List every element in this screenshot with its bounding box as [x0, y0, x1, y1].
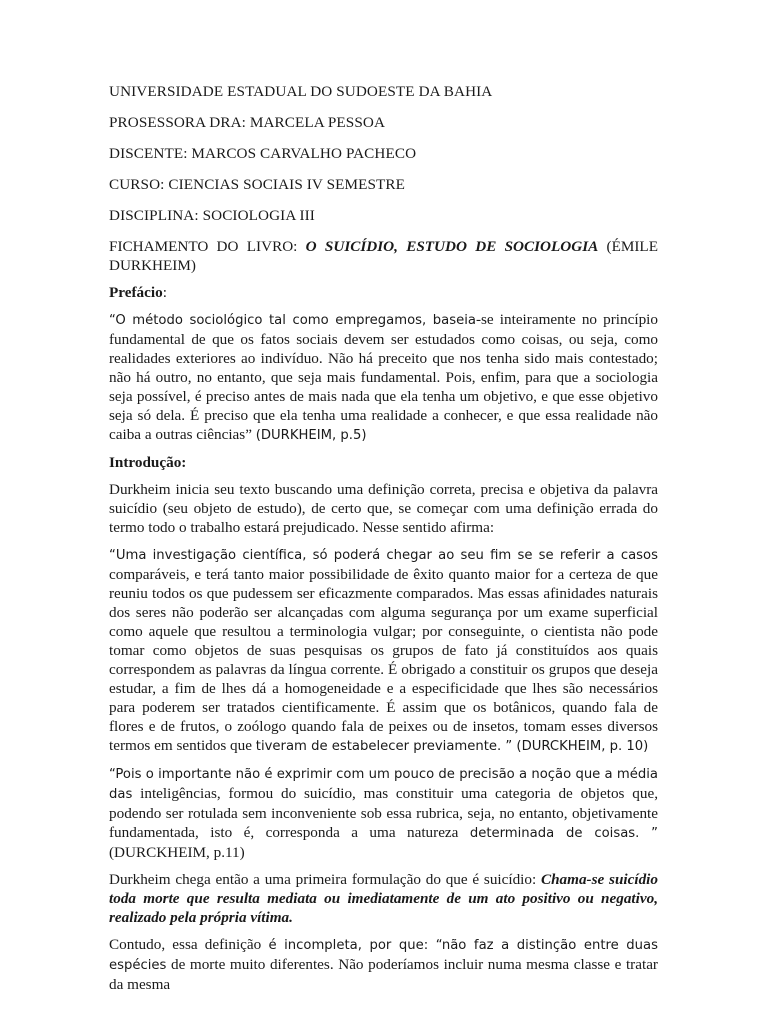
- intro-paragraph-3-rest: de morte muito diferentes. Não poderíamos incluir numa mesma classe e tratar da mesma: [109, 956, 658, 993]
- book-reference: [109, 237, 658, 275]
- intro-paragraph-3-mono: é incompleta, por que: “não faz a distinção entre duas espécies: [109, 938, 658, 973]
- student-line: DISCENTE: MARCOS CARVALHO PACHECO: [109, 145, 417, 162]
- intro-paragraph-2: [109, 870, 658, 927]
- preface-quote-open: “O método sociológico tal como empregamos, baseia: [109, 313, 476, 328]
- preface-heading-colon: :: [162, 284, 167, 301]
- intro-paragraph-1: Durkheim inicia seu texto buscando uma definição correta, precisa e objetiva da palavra suicídio (seu objeto de estudo), de certo que, se começar com uma definição errada do termo todo o trabalho estará prejudicado. Nesse sentido afirma:: [109, 481, 658, 536]
- suicide-definition: Chama-se suicídio toda morte que resulta mediata ou imediatamente de um ato positivo ou negativo, realizado pela própria vítima.: [109, 871, 658, 926]
- intro-paragraph-3-plain: Contudo, essa definição: [109, 936, 269, 953]
- document-page: [109, 82, 658, 1002]
- preface-quote-rest: -se inteiramente no princípio fundamental de que os fatos sociais devem ser estudados como coisas, ou seja, como realidades exteriores ao indivíduo. Não há preceito que nos tenha sido mais contestado; não há outro, no entanto, que seja mais fundamental. Pois, enfim, para que a sociologia seja possível, é preciso antes de mais nada que ela tenha um objetivo, e que esse objetivo seja só dela. É preciso que ela tenha uma realidade a conhecer, e que essa realidade não caiba a outras ciências”: [109, 311, 658, 443]
- discipline-line: DISCIPLINA: SOCIOLOGIA III: [109, 207, 315, 224]
- intro-quote-1-rest: comparáveis, e terá tanto maior possibilidade de êxito quanto maior for a certeza de que reuniu todos os que pudessem ser eficazmente comparados. Mas essas afinidades naturais dos seres não poderão ser alcançadas com alguma segurança por um exame superficial como aquele que resultou a terminologia vulgar; por conseguinte, o cientista não pode tomar como objetos de suas pesquisas os grupos de fato já constituídos aos quais correspondem as palavras da língua corrente. É obrigado a constituir os grupos que deseja estudar, a fim de lhes dá a homogeneidade e a especificidade que lhes são necessários para poderem ser tratados cientificamente. É assim que os botânicos, quando fala de flores e de frutos, o zoólogo quando fala de peixes ou de insetos, tomam esses diversos termos em sentidos que: [109, 566, 658, 754]
- professor-line: PROSESSORA DRA: MARCELA PESSOA: [109, 114, 386, 131]
- intro-quote-2-open: “Pois o importante não é exprimir com um pouco de precisão a noção que a média das: [109, 767, 658, 802]
- preface-quote: [109, 310, 658, 445]
- preface-heading-text: Prefácio: [109, 284, 163, 301]
- intro-quote-2-rest: inteligências, formou do suicídio, mas constituir uma categoria de objetos que, podendo ser rotulada sem inconveniente sob essa rubrica, seja, no entanto, objetivamente fundamentada, isto é, corresponda a uma natureza: [109, 785, 658, 841]
- intro-quote-1-tail: tiveram de estabelecer previamente. ”: [255, 739, 517, 754]
- book-title: O SUICÍDIO, ESTUDO DE SOCIOLOGIA: [305, 238, 599, 255]
- intro-paragraph-3: [109, 935, 658, 994]
- preface-heading: [109, 283, 658, 302]
- course-line: CURSO: CIENCIAS SOCIAIS IV SEMESTRE: [109, 176, 406, 193]
- intro-quote-2-tail: determinada de coisas. ”: [469, 826, 658, 841]
- book-author: (ÉMILE DURKHEIM): [109, 238, 658, 274]
- intro-paragraph-2-plain: Durkheim chega então a uma primeira formulação do que é suicídio:: [109, 871, 541, 888]
- introduction-heading: Introdução:: [109, 454, 187, 471]
- preface-citation: (DURKHEIM, p.5): [255, 428, 367, 443]
- book-prefix: FICHAMENTO DO LIVRO:: [109, 238, 306, 255]
- intro-quote-1-open: “Uma investigação científica, só poderá chegar ao seu fim se se referir a casos: [109, 548, 658, 563]
- intro-quote-2: [109, 764, 658, 862]
- intro-citation-2: (DURCKHEIM, p.11): [109, 844, 245, 861]
- university-line: UNIVERSIDADE ESTADUAL DO SUDOESTE DA BAHIA: [109, 83, 493, 100]
- intro-citation-1: (DURCKHEIM, p. 10): [516, 739, 649, 754]
- intro-quote-1: [109, 545, 658, 756]
